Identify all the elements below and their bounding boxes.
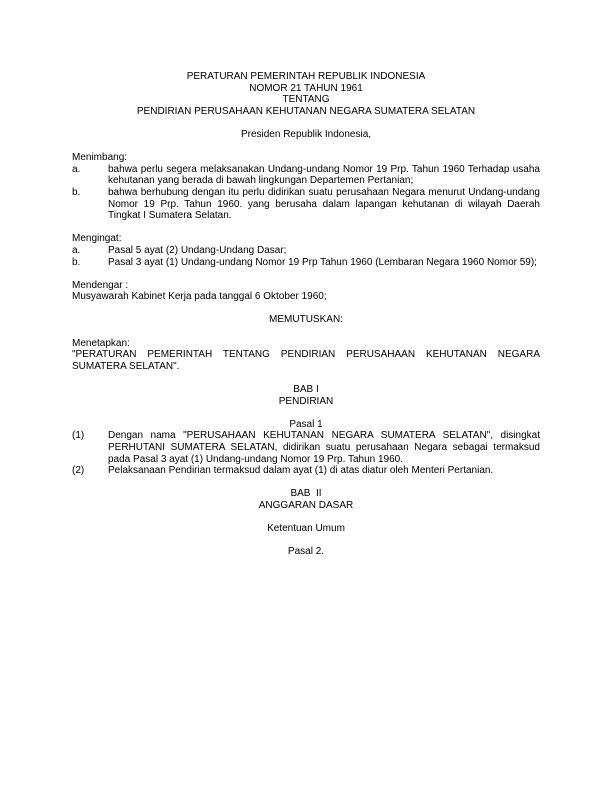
title-line-1: PERATURAN PEMERINTAH REPUBLIK INDONESIA bbox=[186, 71, 426, 82]
bab1-title: PENDIRIAN bbox=[278, 395, 334, 407]
pasal1-item-1 bbox=[72, 430, 540, 465]
item-text: Pasal 3 ayat (1) Undang-undang Nomor 19 Prp Tahun 1960 (Lembaran Negara 1960 Nomor 59); bbox=[108, 256, 537, 268]
title-line-4: PENDIRIAN PERUSAHAAN KEHUTANAN NEGARA SUMATERA SELATAN bbox=[136, 105, 476, 117]
item-marker: b. bbox=[72, 256, 81, 268]
item-marker: a. bbox=[72, 244, 81, 256]
menetapkan-text: "PERATURAN PEMERINTAH TENTANG PENDIRIAN PERUSAHAAN KEHUTANAN NEGARA SUMATERA SELATAN". bbox=[72, 349, 540, 372]
mendengar-text: Musyawarah Kabinet Kerja pada tanggal 6 Oktober 1960; bbox=[72, 291, 327, 303]
mengingat-item-b bbox=[72, 257, 540, 269]
menimbang-label: Menimbang: bbox=[72, 152, 128, 164]
item-text: bahwa berhubung dengan itu perlu didirikan suatu perusahaan Negara menurut Undang-undang Nomor 19 Prp. Tahun 1960. yang berusaha dalam lapangan kehutanan di wilayah Daerah Tingkat I Sumatera Selatan. bbox=[108, 186, 540, 222]
title-line-3: TENTANG bbox=[282, 94, 330, 106]
pasal1-item-2 bbox=[72, 465, 540, 477]
president-line: Presiden Republik Indonesia, bbox=[240, 128, 372, 140]
menimbang-item-b bbox=[72, 187, 540, 222]
menimbang-item-a bbox=[72, 164, 540, 187]
bab2-subtitle: Ketentuan Umum bbox=[267, 523, 345, 535]
document-page bbox=[72, 71, 540, 558]
item-text: Pasal 5 ayat (2) Undang-Undang Dasar; bbox=[108, 244, 287, 256]
pasal2-heading: Pasal 2. bbox=[287, 546, 325, 558]
item-marker: b. bbox=[72, 186, 81, 198]
bab1-number: BAB I bbox=[293, 384, 319, 396]
mendengar-label: Mendengar : bbox=[72, 279, 129, 291]
memutuskan-heading: MEMUTUSKAN: bbox=[269, 314, 343, 326]
menetapkan-label: Menetapkan: bbox=[72, 337, 130, 349]
item-marker: (1) bbox=[72, 430, 85, 442]
item-text: Pelaksanaan Pendirian termaksud dalam ayat (1) di atas diatur oleh Menteri Pertanian. bbox=[108, 465, 494, 477]
mengingat-label: Mengingat: bbox=[72, 233, 122, 245]
title-line-2: NOMOR 21 TAHUN 1961 bbox=[249, 82, 363, 94]
item-text: bahwa perlu segera melaksanakan Undang-undang Nomor 19 Prp. Tahun 1960 Terhadap usaha kehutanan yang berada di bawah lingkungan Departemen Pertanian; bbox=[108, 163, 540, 187]
pasal1-heading: Pasal 1 bbox=[289, 418, 323, 430]
bab2-title: ANGGARAN DASAR bbox=[258, 499, 354, 511]
item-marker: (2) bbox=[72, 465, 85, 477]
bab2-number: BAB II bbox=[290, 488, 322, 500]
mengingat-item-a bbox=[72, 245, 540, 257]
item-text: Dengan nama "PERUSAHAAN KEHUTANAN NEGARA SUMATERA SELATAN", disingkat PERHUTANI SUMATERA SELATAN, didirikan suatu perusahaan Negara sebagai termaksud pada Pasal 3 ayat (1) Undang-undang Nomor 19 Prp. Tahun 1960. bbox=[108, 430, 540, 465]
item-marker: a. bbox=[72, 163, 81, 175]
